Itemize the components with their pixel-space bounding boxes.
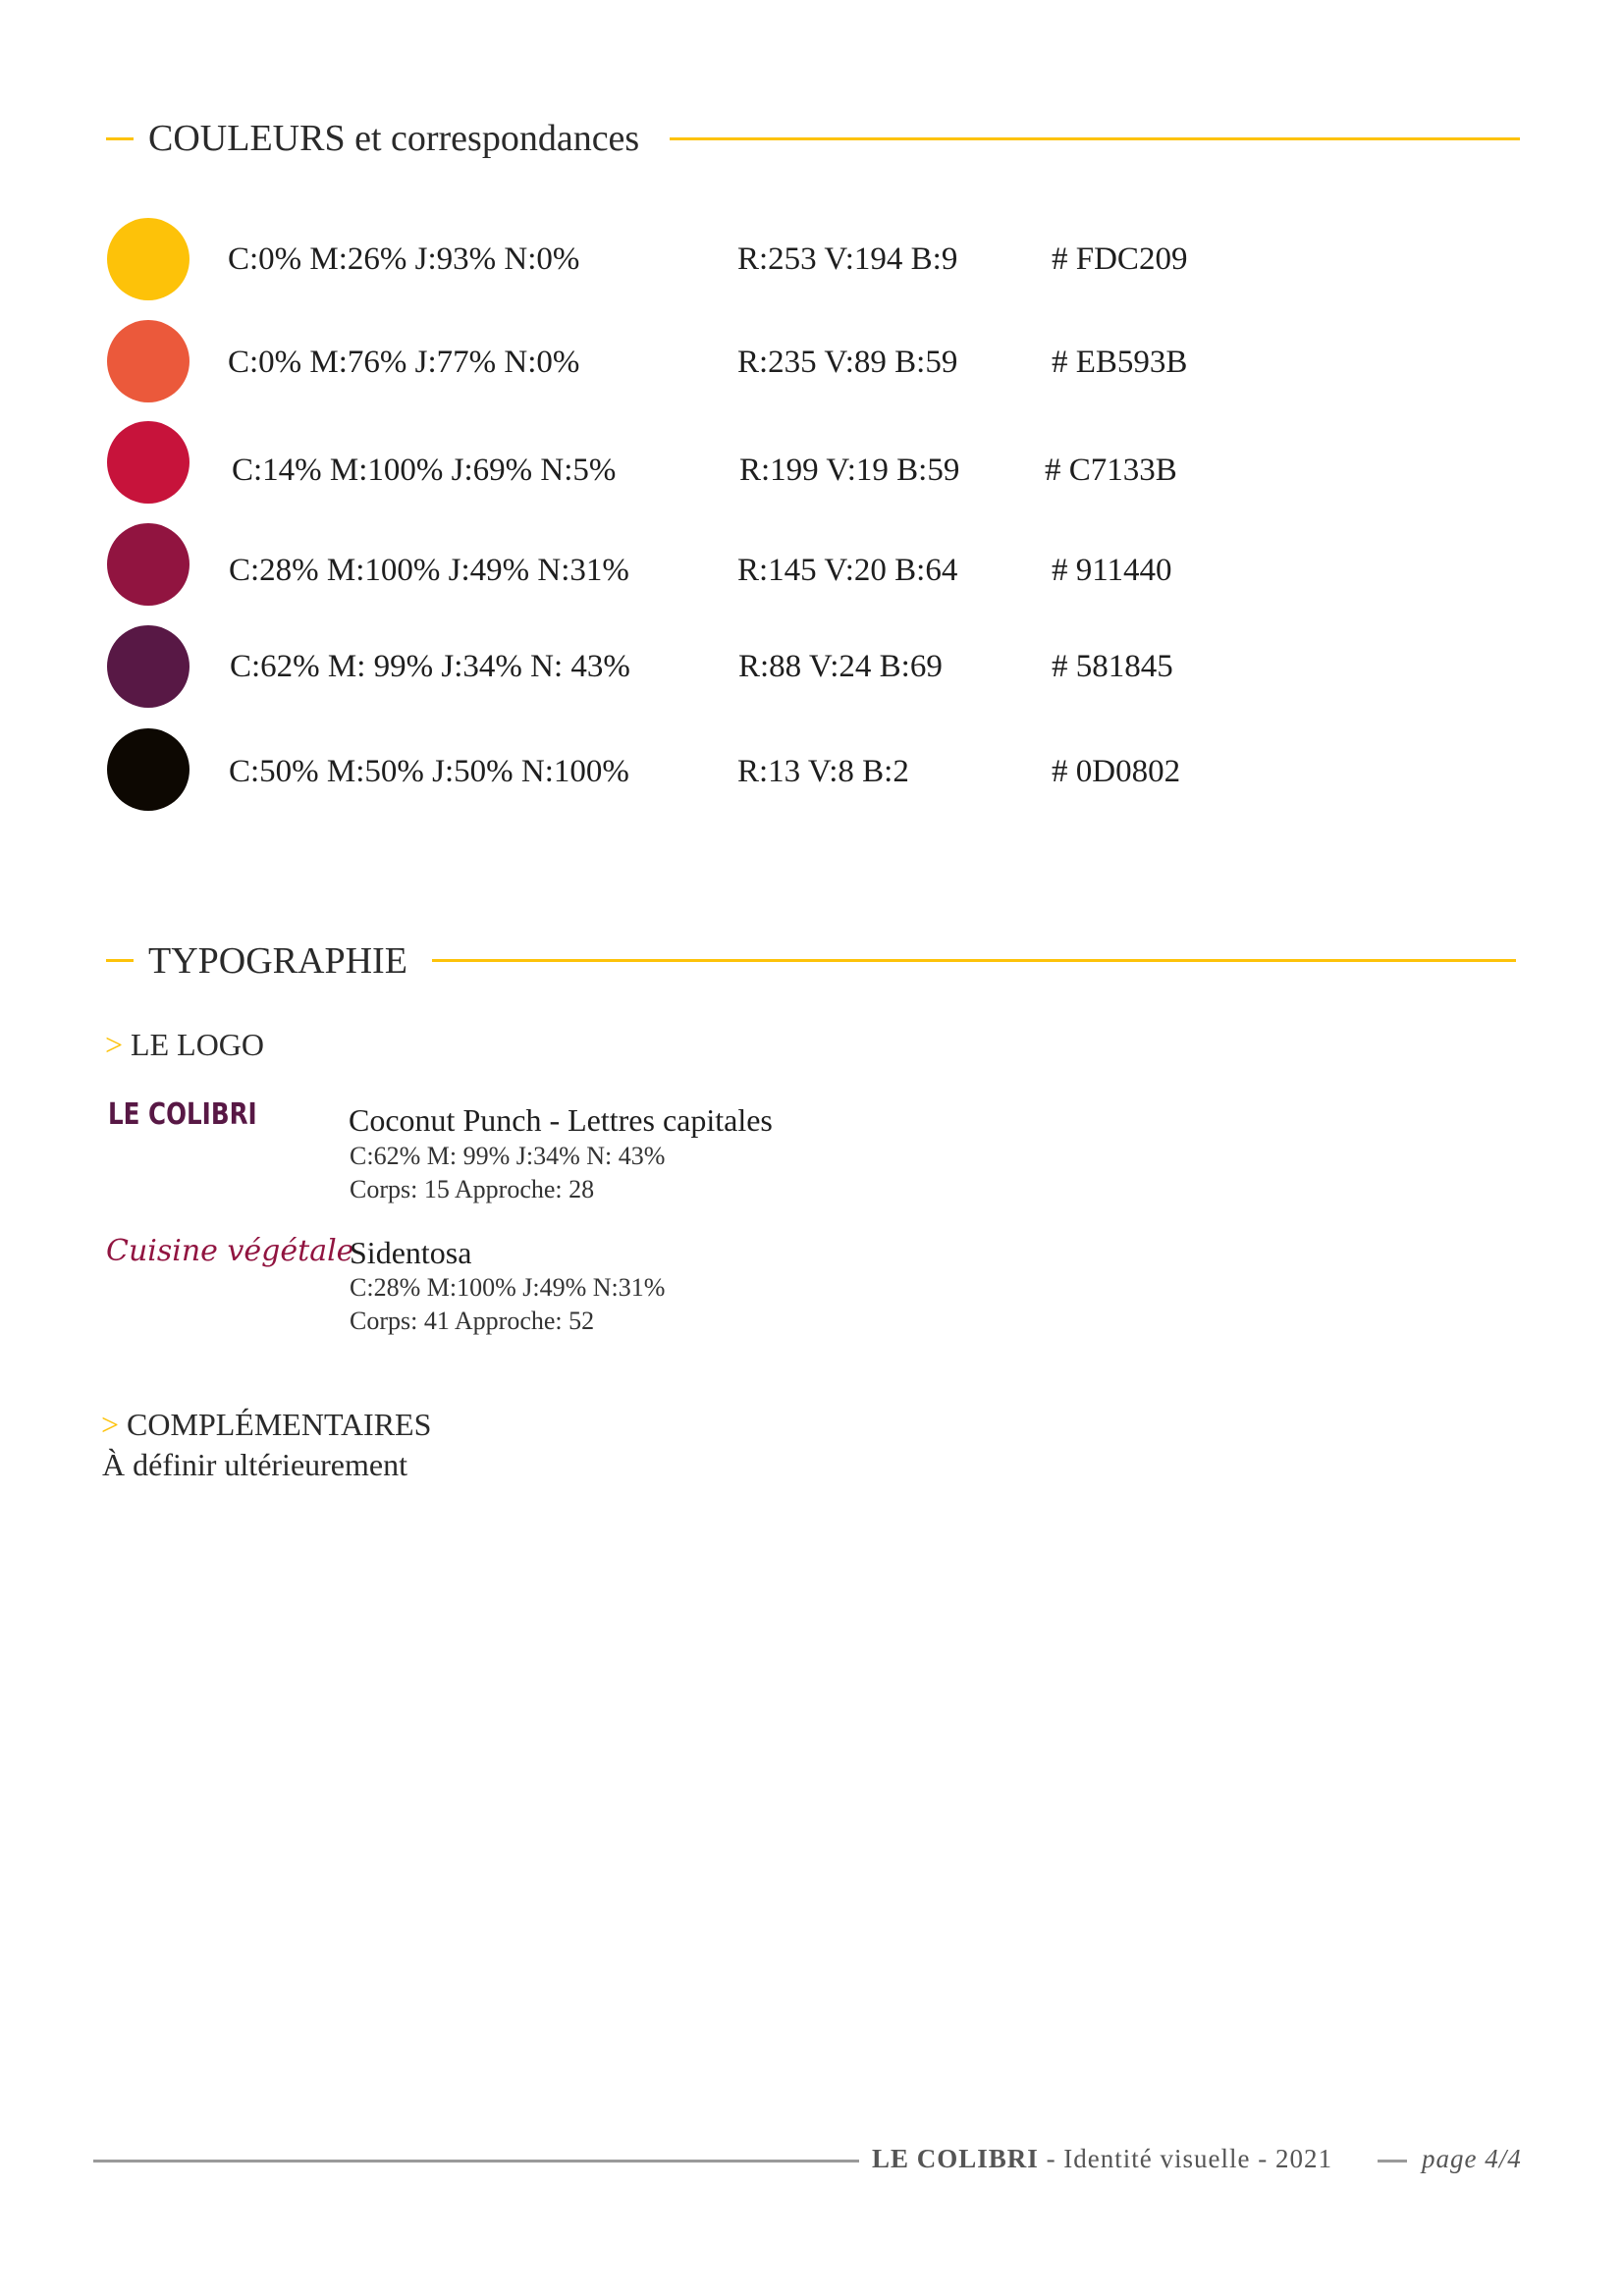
footer-rule-left [93,2160,859,2163]
hex-value: # 911440 [1052,553,1172,588]
hex-value: # EB593B [1052,345,1188,380]
footer-subtitle: - Identité visuelle - 2021 [1038,2144,1332,2173]
font-cmjn: C:28% M:100% J:49% N:31% [350,1273,666,1302]
section-rule [432,959,1516,962]
complementary-subheading [101,1409,431,1440]
colors-section-title: COULEURS et correspondances [148,118,640,159]
color-swatch [107,728,189,811]
hex-value: # 581845 [1052,649,1173,684]
cmjn-value: C:50% M:50% J:50% N:100% [229,754,629,789]
rvb-value: R:235 V:89 B:59 [737,345,958,380]
rvb-value: R:199 V:19 B:59 [739,453,960,488]
color-swatch [107,625,189,708]
hex-value: # 0D0802 [1052,754,1181,789]
hex-value: # FDC209 [1052,241,1188,277]
cmjn-value: C:0% M:26% J:93% N:0% [228,241,580,277]
footer-title [872,2146,1332,2172]
color-swatch [107,320,189,402]
font-name: Coconut Punch - Lettres capitales [349,1102,773,1138]
font-spec: Corps: 15 Approche: 28 [350,1175,595,1203]
footer-brand: LE COLIBRI [872,2144,1039,2173]
logo-subheading [105,1029,264,1060]
cmjn-value: C:14% M:100% J:69% N:5% [232,453,617,488]
rvb-value: R:88 V:24 B:69 [738,649,943,684]
footer-page: page 4/4 [1422,2144,1522,2173]
chevron-right-icon: > [101,1407,120,1442]
cmjn-value: C:0% M:76% J:77% N:0% [228,345,580,380]
footer-rule-short [1378,2160,1407,2163]
font-name: Sidentosa [350,1235,472,1270]
logo-sample-cuisine: Cuisine végétale [106,1234,354,1268]
font-cmjn: C:62% M: 99% J:34% N: 43% [350,1142,666,1170]
section-dash [106,137,134,140]
color-swatch [107,218,189,300]
rvb-value: R:13 V:8 B:2 [737,754,909,789]
rvb-value: R:145 V:20 B:64 [737,553,958,588]
cmjn-value: C:28% M:100% J:49% N:31% [229,553,629,588]
complementary-label: COMPLÉMENTAIRES [127,1407,432,1442]
complementary-note: À définir ultérieurement [102,1447,407,1482]
logo-subheading-label: LE LOGO [131,1027,265,1062]
color-swatch [107,421,189,504]
logo-sample-colibri: LE COLIBRI [108,1097,257,1132]
cmjn-value: C:62% M: 99% J:34% N: 43% [230,649,630,684]
font-spec: Corps: 41 Approche: 52 [350,1307,595,1335]
section-rule [670,137,1520,140]
typography-section-title: TYPOGRAPHIE [148,940,407,982]
color-swatch [107,523,189,606]
rvb-value: R:253 V:194 B:9 [737,241,958,277]
chevron-right-icon: > [105,1027,124,1062]
section-dash [106,959,134,962]
hex-value: # C7133B [1045,453,1177,488]
